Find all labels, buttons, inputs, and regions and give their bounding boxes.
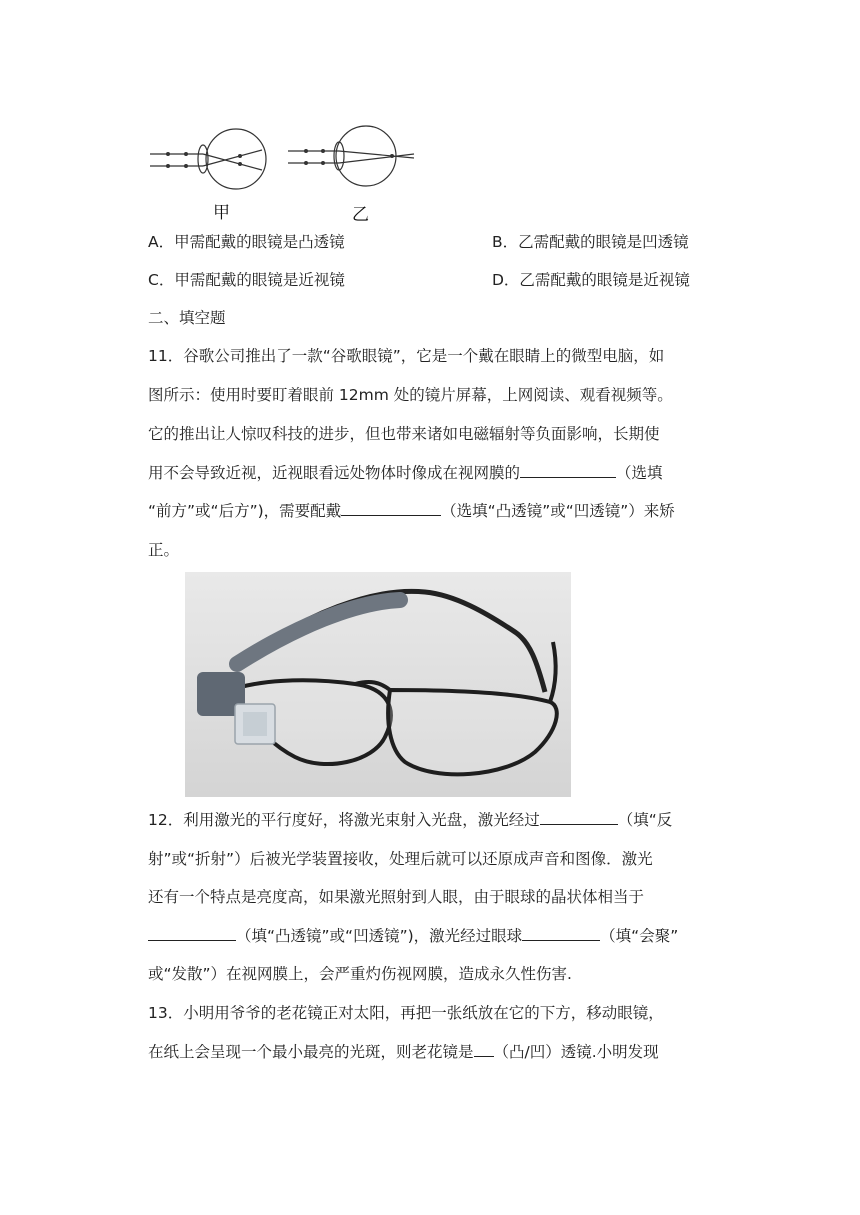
q12-line-2: 射”或“折射”）后被光学装置接收，处理后就可以还原成声音和图像．激光: [148, 850, 653, 868]
eye-diagram-yi: [288, 126, 414, 186]
q11-line-5: [148, 501, 675, 521]
answer-blank[interactable]: [148, 926, 236, 941]
q13-line-1: 13．小明用爷爷的老花镜正对太阳，再把一张纸放在它的下方，移动眼镜，: [148, 1004, 664, 1022]
q11-line-4-text: 用不会导致近视，近视眼看远处物体时像成在视网膜的: [148, 464, 521, 482]
q13-line-2-text: 在纸上会呈现一个最小最亮的光斑，则老花镜是: [148, 1043, 474, 1061]
q11-line-2: 图所示：使用时要盯着眼前 12mm 处的镜片屏幕，上网阅读、观看视频等。: [148, 386, 673, 404]
eye-diagrams-svg: [148, 120, 420, 200]
q11-line-4: [148, 463, 663, 483]
option-b: B．乙需配戴的眼镜是凹透镜: [492, 233, 689, 251]
q11-line-5-tail: （选填“凸透镜”或“凹透镜”）来矫: [441, 502, 675, 520]
q12-line-5: 或“发散”）在视网膜上，会严重灼伤视网膜，造成永久性伤害.: [148, 965, 572, 983]
option-a: A．甲需配戴的眼镜是凸透镜: [148, 233, 345, 251]
eye-diagram-figure: [148, 120, 420, 225]
figure-label-yi: 乙: [352, 205, 369, 225]
answer-blank[interactable]: [474, 1042, 494, 1057]
answer-blank[interactable]: [520, 463, 616, 478]
q13-line-2: [148, 1042, 659, 1062]
eye-diagram-jia: [150, 129, 266, 189]
google-glass-photo: [185, 572, 571, 797]
q12-line-1-text: 12．利用激光的平行度好，将激光束射入光盘，激光经过: [148, 811, 540, 829]
answer-blank[interactable]: [540, 810, 618, 825]
q11-line-6: 正。: [148, 541, 180, 559]
q12-line-3: 还有一个特点是亮度高，如果激光照射到人眼，由于眼球的晶状体相当于: [148, 888, 645, 906]
q13-line-2-tail: （凸/凹）透镜.小明发现: [493, 1043, 659, 1061]
q11-line-3: 它的推出让人惊叹科技的进步，但也带来诸如电磁辐射等负面影响，长期使: [148, 425, 660, 443]
q11-line-1: 11．谷歌公司推出了一款“谷歌眼镜”，它是一个戴在眼睛上的微型电脑，如: [148, 347, 665, 365]
q12-line-1: [148, 810, 672, 830]
q11-line-4-tail: （选填: [616, 464, 663, 482]
answer-blank[interactable]: [522, 926, 600, 941]
q12-line-4-tail: （填“会聚”: [600, 927, 679, 945]
section-title: 二、填空题: [148, 309, 226, 327]
figure-label-jia: 甲: [213, 203, 230, 223]
option-d: D．乙需配戴的眼镜是近视镜: [492, 271, 690, 289]
option-c: C．甲需配戴的眼镜是近视镜: [148, 271, 345, 289]
q11-line-5-text: “前方”或“后方”)，需要配戴: [148, 502, 342, 520]
q12-line-1-tail: （填“反: [617, 811, 673, 829]
q12-line-4-text: （填“凸透镜”或“凹透镜”)，激光经过眼球: [236, 927, 523, 945]
glasses-svg: [185, 572, 571, 797]
answer-blank[interactable]: [341, 501, 441, 516]
q12-line-4: [148, 926, 678, 946]
